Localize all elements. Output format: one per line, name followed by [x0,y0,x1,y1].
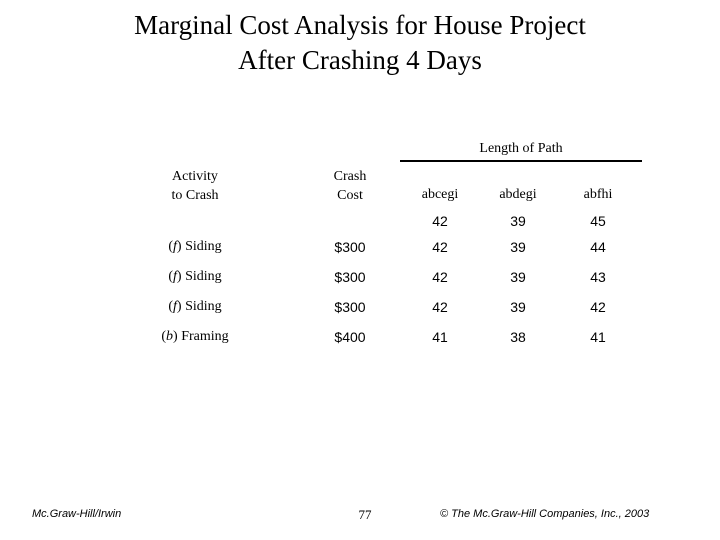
activity-code: f [173,239,177,254]
activity-name: Siding [185,239,222,254]
activity-cell: (f) Siding [168,299,222,314]
length-abfhi: 43 [590,269,606,285]
path-header-abdegi: abdegi [499,187,537,202]
activity-code: f [173,299,177,314]
activity-cell: (b) Framing [161,329,229,344]
crash-cost-cell: $400 [334,329,366,345]
length-abcegi: 42 [432,299,448,315]
cost-header-line-1: Crash [333,169,367,184]
initial-length-abcegi: 42 [432,213,448,229]
crash-cost-cell: $300 [334,239,366,255]
path-group-rule [400,160,642,162]
activity-code: f [173,269,177,284]
length-abcegi: 41 [432,329,448,345]
copyright-footer: © The Mc.Graw-Hill Companies, Inc., 2003 [440,508,650,520]
activity-header-line-1: Activity [172,169,218,184]
path-header-abcegi: abcegi [421,187,459,202]
activity-name: Siding [185,299,222,314]
path-header-abfhi: abfhi [583,187,613,202]
length-abfhi: 44 [590,239,606,255]
length-abdegi: 39 [510,299,526,315]
activity-cell: (f) Siding [168,269,222,284]
title-line-1: Marginal Cost Analysis for House Project [134,10,586,40]
length-abcegi: 42 [432,269,448,285]
initial-length-abdegi: 39 [510,213,526,229]
length-abfhi: 41 [590,329,606,345]
path-group-header: Length of Path [479,141,563,156]
activity-name: Siding [185,269,222,284]
activity-cell: (f) Siding [168,239,222,254]
activity-name: Framing [181,329,229,344]
crash-cost-cell: $300 [334,299,366,315]
length-abdegi: 39 [510,239,526,255]
length-abdegi: 39 [510,269,526,285]
page-number: 77 [358,507,372,522]
length-abcegi: 42 [432,239,448,255]
crash-cost-cell: $300 [334,269,366,285]
length-abdegi: 38 [510,329,526,345]
publisher-footer: Mc.Graw-Hill/Irwin [32,508,122,520]
activity-code: b [166,329,174,344]
crash-cost-header [300,167,400,205]
title-line-2: After Crashing 4 Days [238,45,482,75]
length-abfhi: 42 [590,299,606,315]
cost-header-line-2: Cost [337,188,363,203]
initial-length-abfhi: 45 [590,213,606,229]
activity-header-line-2: to Crash [171,188,219,203]
activity-header [130,167,260,205]
